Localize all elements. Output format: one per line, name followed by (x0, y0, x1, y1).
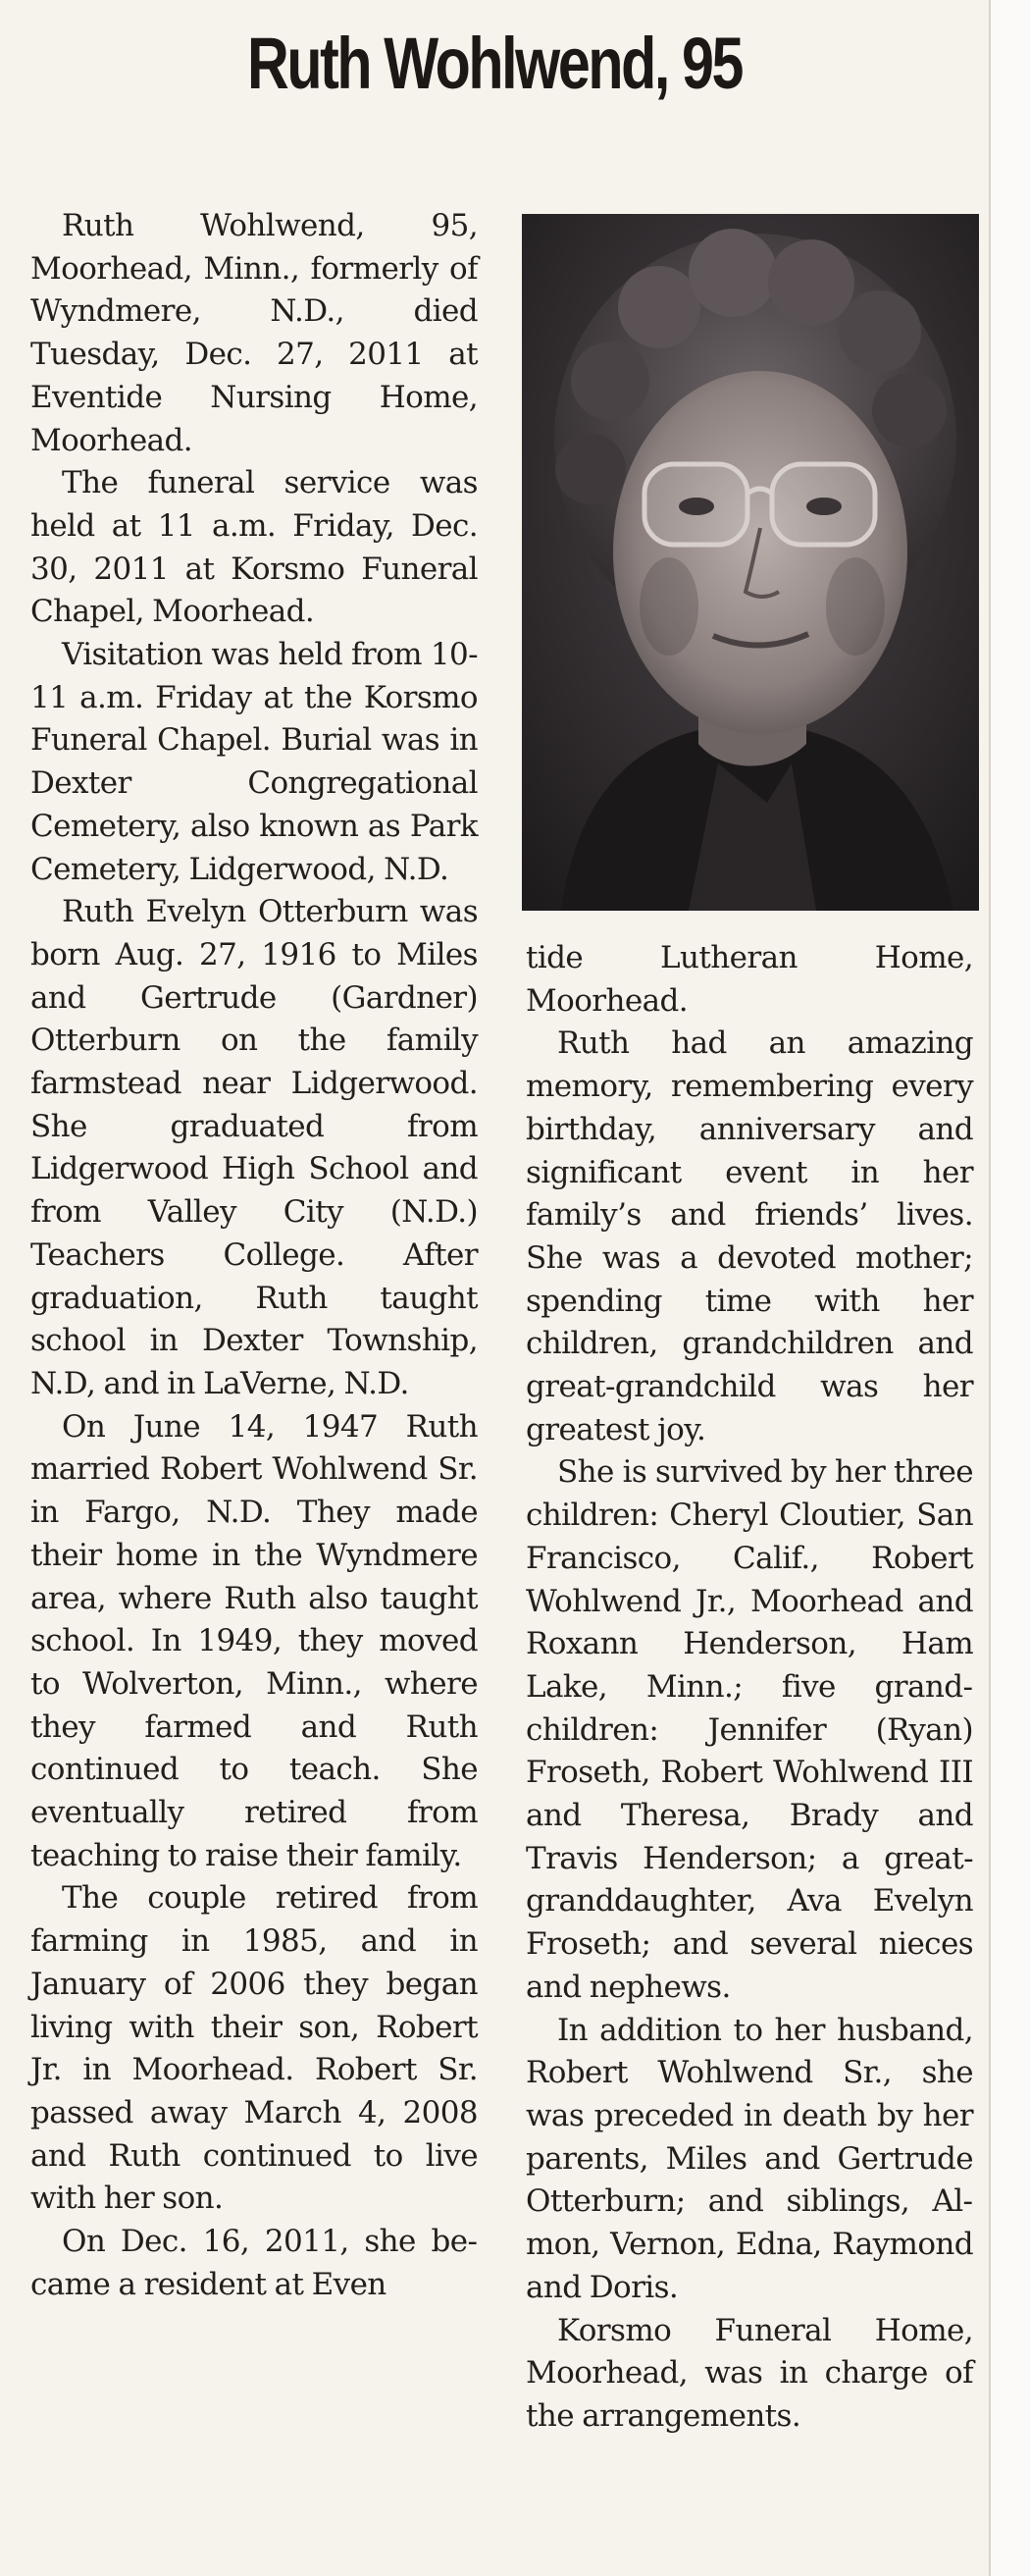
paragraph: The couple retired from farming in 1985, and in January of 2006 they began living with their son, Robert Jr. in Moorhead. Robert Sr. passed away March 4, 2008 and Ruth continued to live with her son. (30, 1880, 478, 2217)
paragraph: Korsmo Funeral Home, Moorhead, was in charge of the arrangements. (526, 2312, 973, 2434)
portrait-illustration (522, 214, 979, 911)
right-text-column (526, 937, 973, 2439)
portrait-photo (522, 214, 979, 911)
scan-edge (989, 0, 1030, 2576)
paragraph: Ruth Wohlwend, 95, Moorhead, Minn., formerly of Wyndmere, N.D., died Tuesday, Dec. 27, 2011 at Eventide Nursing Home, Moorhead. (30, 208, 478, 458)
paragraph: She is survived by her three children: Cheryl Cloutier, San Francisco, Calif., Robert Wohlwend Jr., Moorhead and Roxann Henderson, Ham Lake, Minn.; five grandchildren: Jennifer (Ryan) Froseth, Robert Wohlwend III and Theresa, Brady and Travis Henderson; a great-granddaughter, Ava Evelyn Froseth; and several nieces and nephews. (526, 1454, 973, 2005)
paragraph: Visitation was held from 10-11 a.m. Friday at the Korsmo Funeral Chapel. Burial was in Dexter Congregational Cemetery, also known as Park Cemetery, Lidgerwood, N.D. (30, 637, 478, 887)
obituary-headline: Ruth Wohlwend, 95 (246, 23, 743, 104)
left-text-column (30, 205, 478, 2306)
paragraph: Ruth Evelyn Otterburn was born Aug. 27, 1916 to Miles and Gertrude (Gardner) Otterburn on the family farmstead near Lidgerwood. She graduated from Lidgerwood High School and from Valley City (N.D.) Teachers College. After graduation, Ruth taught school in Dexter Township, N.D, and in LaVerne, N.D. (30, 894, 478, 1401)
paragraph: tide Lutheran Home, Moorhead. (526, 940, 973, 1019)
paragraph: Ruth had an amazing memory, remembering every birthday, anniversary and significant event in her family’s and friends’ lives. She was a devoted mother; spending time with her children, grandchildren and great-grandchild was her greatest joy. (526, 1025, 973, 1447)
paragraph: The funeral service was held at 11 a.m. Friday, Dec. 30, 2011 at Korsmo Funeral Chapel, Moorhead. (30, 465, 478, 630)
paragraph: On June 14, 1947 Ruth married Robert Wohlwend Sr. in Fargo, N.D. They made their home in the Wyndmere area, where Ruth also taught school. In 1949, they moved to Wolverton, Minn., where they farmed and Ruth continued to teach. She eventually retired from teaching to raise their family. (30, 1408, 478, 1873)
paragraph: In addition to her husband, Robert Wohlwend Sr., she was preceded in death by her parents, Miles and Gertrude Otterburn; and siblings, Almon, Vernon, Edna, Raymond and Doris. (526, 2012, 973, 2305)
paragraph: On Dec. 16, 2011, she became a resident at Even (30, 2224, 478, 2302)
